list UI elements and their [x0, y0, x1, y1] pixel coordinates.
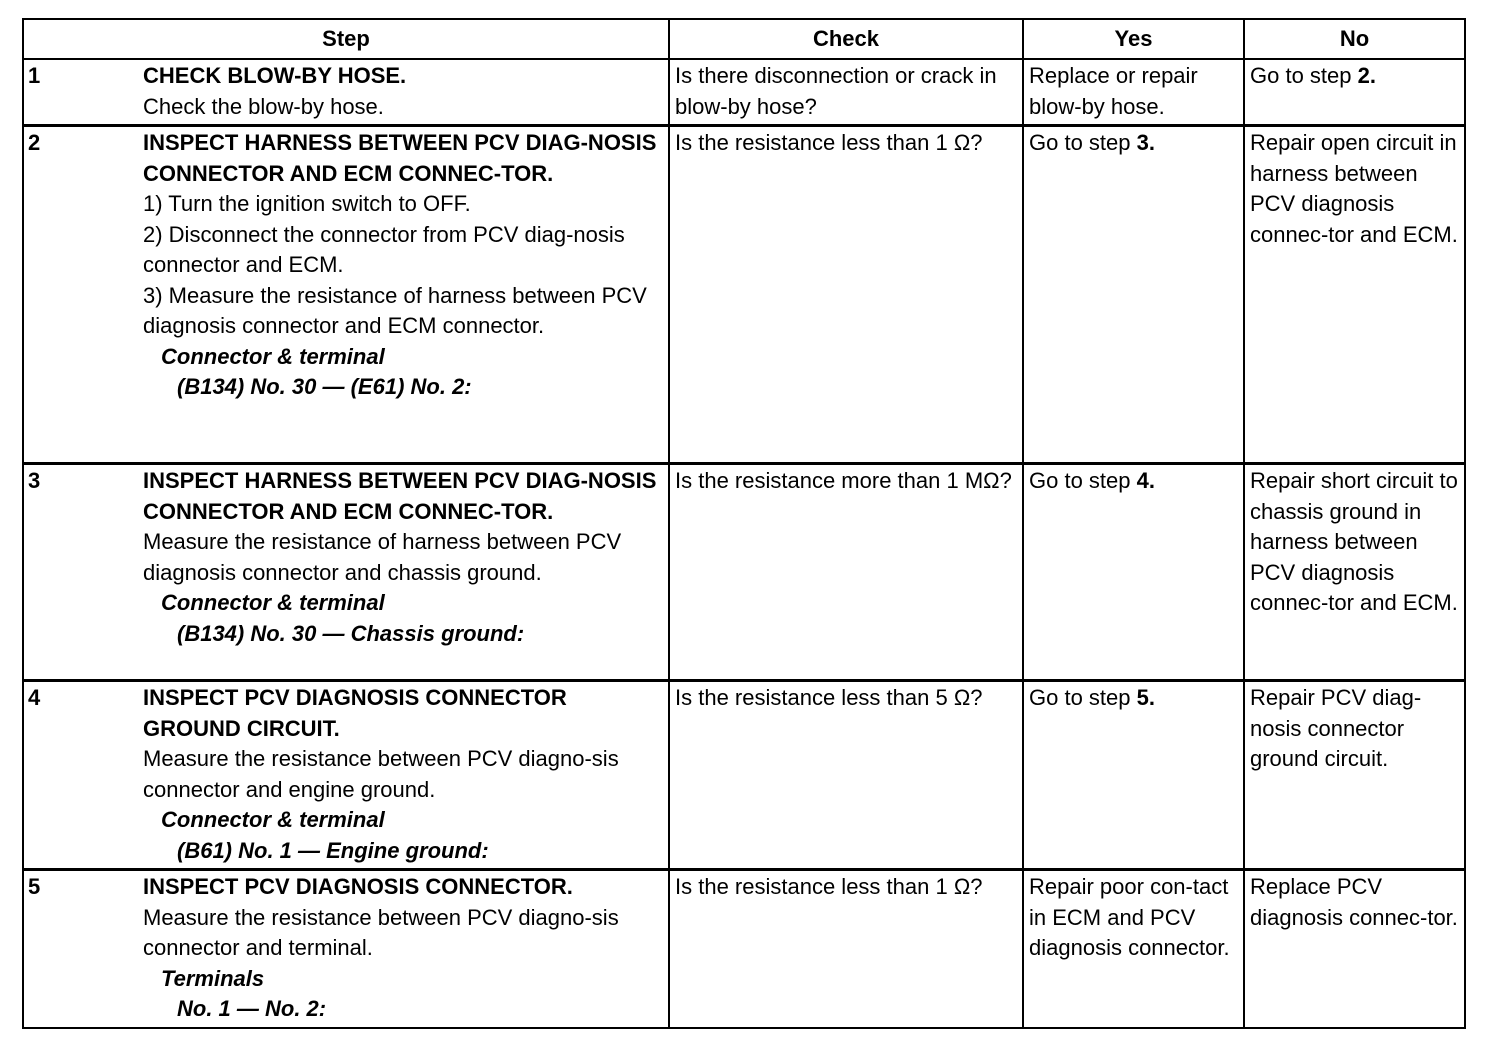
step-cell [23, 126, 669, 464]
step-instruction: 2) Disconnect the connector from PCV diag-nosis connector and ECM. [143, 221, 625, 277]
check-cell: Is the resistance less than 1 Ω? [669, 870, 1023, 1028]
no-step-ref: 2. [1357, 63, 1376, 88]
step-cell [23, 59, 669, 126]
check-cell: Is the resistance more than 1 MΩ? [669, 464, 1023, 681]
step-title: INSPECT HARNESS BETWEEN PCV DIAG-NOSIS CONNECTOR AND ECM CONNEC-TOR. [143, 130, 657, 186]
step-number: 1 [28, 63, 41, 88]
connector-terminal-value: (B61) No. 1 — Engine ground: [177, 837, 489, 863]
yes-step-ref: 5. [1136, 685, 1155, 710]
yes-cell: Repair poor con-tact in ECM and PCV diagnosis connector. [1023, 870, 1244, 1028]
step-number: 2 [28, 130, 41, 155]
no-cell: Repair open circuit in harness between PCV diagnosis connec-tor and ECM. [1244, 126, 1465, 464]
no-text: Go to step [1250, 63, 1358, 88]
connector-terminal-label: Connector & terminal [161, 590, 385, 615]
yes-cell: Replace or repair blow-by hose. [1023, 59, 1244, 126]
step-instruction: Measure the resistance between PCV diagno-sis connector and engine ground. [143, 746, 619, 802]
table-row [23, 464, 1465, 681]
terminals-value: No. 1 — No. 2: [177, 996, 327, 1021]
check-cell: Is the resistance less than 1 Ω? [669, 126, 1023, 464]
no-cell: Repair PCV diag-nosis connector ground circuit. [1244, 681, 1465, 870]
step-cell [23, 464, 669, 681]
step-title: CHECK BLOW-BY HOSE. [143, 63, 407, 88]
header-check: Check [669, 19, 1023, 59]
connector-terminal-value: (B134) No. 30 — Chassis ground: [177, 620, 525, 646]
step-title: INSPECT PCV DIAGNOSIS CONNECTOR GROUND CIRCUIT. [143, 685, 567, 741]
step-title: INSPECT PCV DIAGNOSIS CONNECTOR. [143, 874, 573, 899]
step-cell [23, 870, 669, 1028]
step-title: INSPECT HARNESS BETWEEN PCV DIAG-NOSIS CONNECTOR AND ECM CONNEC-TOR. [143, 468, 657, 524]
step-number: 4 [28, 685, 41, 710]
terminals-label: Terminals [161, 965, 265, 991]
header-yes: Yes [1023, 19, 1244, 59]
yes-text: Go to step [1029, 685, 1137, 710]
yes-cell [1023, 464, 1244, 681]
table-row [23, 681, 1465, 870]
step-cell [23, 681, 669, 870]
step-number: 5 [28, 874, 41, 899]
no-cell [1244, 59, 1465, 126]
connector-terminal-value: (B134) No. 30 — (E61) No. 2: [177, 374, 472, 399]
yes-cell [1023, 126, 1244, 464]
step-instruction: 1) Turn the ignition switch to OFF. [143, 191, 471, 216]
yes-step-ref: 4. [1136, 468, 1155, 493]
table-row [23, 870, 1465, 1028]
header-no: No [1244, 19, 1465, 59]
step-instruction: Measure the resistance between PCV diagno-sis connector and terminal. [143, 904, 619, 960]
connector-terminal-label: Connector & terminal [161, 343, 385, 369]
yes-cell [1023, 681, 1244, 870]
yes-text: Go to step [1029, 468, 1137, 493]
step-number: 3 [28, 468, 41, 493]
diagnostic-table [22, 18, 1466, 1029]
check-cell: Is the resistance less than 5 Ω? [669, 681, 1023, 870]
table-row [23, 59, 1465, 126]
no-cell: Replace PCV diagnosis connec-tor. [1244, 870, 1465, 1028]
connector-terminal-label: Connector & terminal [161, 807, 385, 832]
step-instruction: Check the blow-by hose. [143, 93, 384, 119]
yes-step-ref: 3. [1136, 130, 1155, 155]
table-header-row [23, 19, 1465, 59]
step-instruction: Measure the resistance of harness between PCV diagnosis connector and chassis ground. [143, 529, 622, 585]
header-step: Step [23, 19, 669, 59]
yes-text: Go to step [1029, 130, 1137, 155]
check-cell: Is there disconnection or crack in blow-by hose? [669, 59, 1023, 126]
no-cell: Repair short circuit to chassis ground in harness between PCV diagnosis connec-tor and ECM. [1244, 464, 1465, 681]
table-row [23, 126, 1465, 464]
step-instruction: 3) Measure the resistance of harness between PCV diagnosis connector and ECM connector. [143, 282, 647, 338]
